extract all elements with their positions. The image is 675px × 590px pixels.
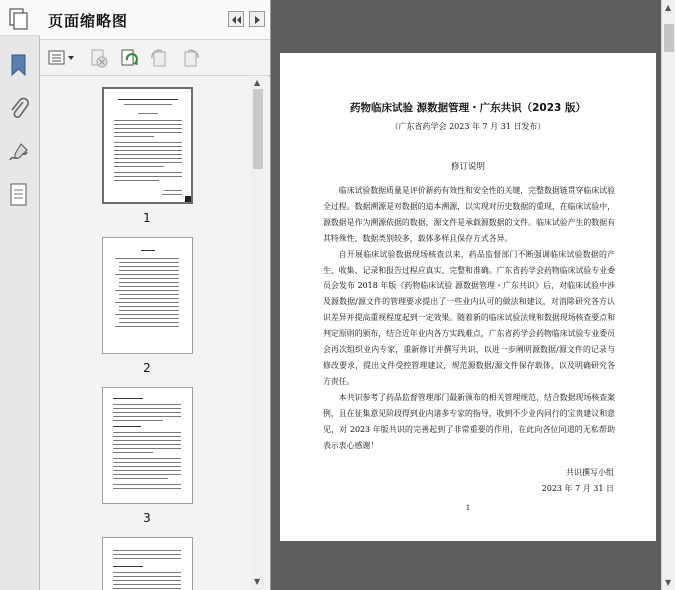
double-chevron-left-icon [229,13,243,27]
panel-title: 页面缩略图 [48,12,129,30]
document-scrollbar[interactable] [661,0,675,590]
scroll-up-icon[interactable]: ▲ [254,78,261,87]
document-title: 药物临床试验 源数据管理・广东共识（2023 版） [349,102,587,114]
document-subtitle: （广东省药学会 2023 年 7 月 31 日发布） [390,122,546,131]
page-thumbnails-panel [40,0,270,590]
panel-header [40,0,270,40]
bookmark-icon[interactable] [7,52,31,78]
paragraph: 自开展临床试验数据现场核查以来，药品监督部门不断强调临床试验数据的产生、收集、记录和报告过程应真实、完整和准确。广东省药学会药物临床试验专业委员会发布 2018 年版《药物临床试验 源数据管理・广东共识》后，对临床试验中涉及源数据/源文件的管理要求提出了一些业内认可的做法和建议，对消除研究各方认识差异并提高重视程度起到一定效果。随着新的临床试验法规和数据现场核查要点和判定原则的颁布，结合近年业内各方实践难点，广东省药学会药物临床试验专业委员会再次组织业内专家，重新修订并撰写共识，以进一步阐明源数据/源文件的记录与修改要求，提出文件受控管理建议，规范源数据/源文件保存载体，以及明确研究各方责任。 [323,249,615,386]
insert-page-icon[interactable] [118,48,140,68]
scroll-down-icon[interactable]: ▼ [665,578,672,587]
attachment-icon[interactable] [7,96,31,122]
rotate-left-icon[interactable] [148,48,170,68]
options-menu-icon[interactable] [48,48,76,68]
section-heading: 修订说明 [450,162,485,172]
paragraph: 临床试验数据质量是评价新药有效性和安全性的关键，完整数据链贯穿临床试验全过程。数据溯源是对数据的追本溯源，以实现对历史数据的重现，在临床试验中，源数据是作为溯源依据的数据，源文件是承载源数据的文件。临床试验产生的数据有其特殊性，数据类别较多，载体多样且保存方式各异。 [323,186,615,243]
delete-page-icon[interactable] [88,48,110,68]
signature-date: 2023 年 7 月 31 日 [541,484,614,493]
page-content-icon[interactable] [7,182,31,208]
signature-block [542,465,614,497]
scrollbar-thumb[interactable] [664,24,674,52]
document-viewer [271,0,661,590]
scroll-up-icon[interactable]: ▲ [665,3,672,12]
scroll-down-icon[interactable]: ▼ [254,577,261,586]
thumbnail-page-3[interactable] [102,387,193,504]
thumbnail-label: 2 [143,361,151,375]
paragraph: 本共识参考了药品监督管理部门最新颁布的相关管理规范，结合数据现场核查案例，且在征集意见阶段得到业内诸多专家的指导，收到不少业内同行的宝贵建议和意见，对 2023 年版共识的完善起到了非常重要的作用，在此向各位同道的无私帮助表示衷心感谢！ [323,392,615,450]
thumbnail-page-2[interactable] [102,237,193,354]
thumbnail-toolbar [40,40,270,76]
copy-pages-icon[interactable] [7,6,31,32]
thumbnail-label: 1 [143,211,151,225]
rotate-right-icon[interactable] [180,48,202,68]
thumbnail-page-1[interactable] [102,87,193,204]
thumbnail-scrollbar[interactable] [251,77,265,590]
document-body [323,183,615,453]
collapse-panel-button[interactable] [228,11,244,27]
scrollbar-thumb[interactable] [253,89,263,169]
page-number: 1 [465,504,471,512]
document-page [280,53,656,541]
thumbnail-page-4[interactable] [102,537,193,590]
signature: 共识撰写小组 [566,468,614,477]
chevron-right-icon [250,13,264,27]
signature-icon[interactable] [7,140,31,166]
thumbnail-label: 3 [143,511,151,525]
strip-top [0,0,40,36]
thumbnail-list [40,77,270,590]
panel-options-button[interactable] [249,11,265,27]
navigation-icon-strip [0,0,40,590]
